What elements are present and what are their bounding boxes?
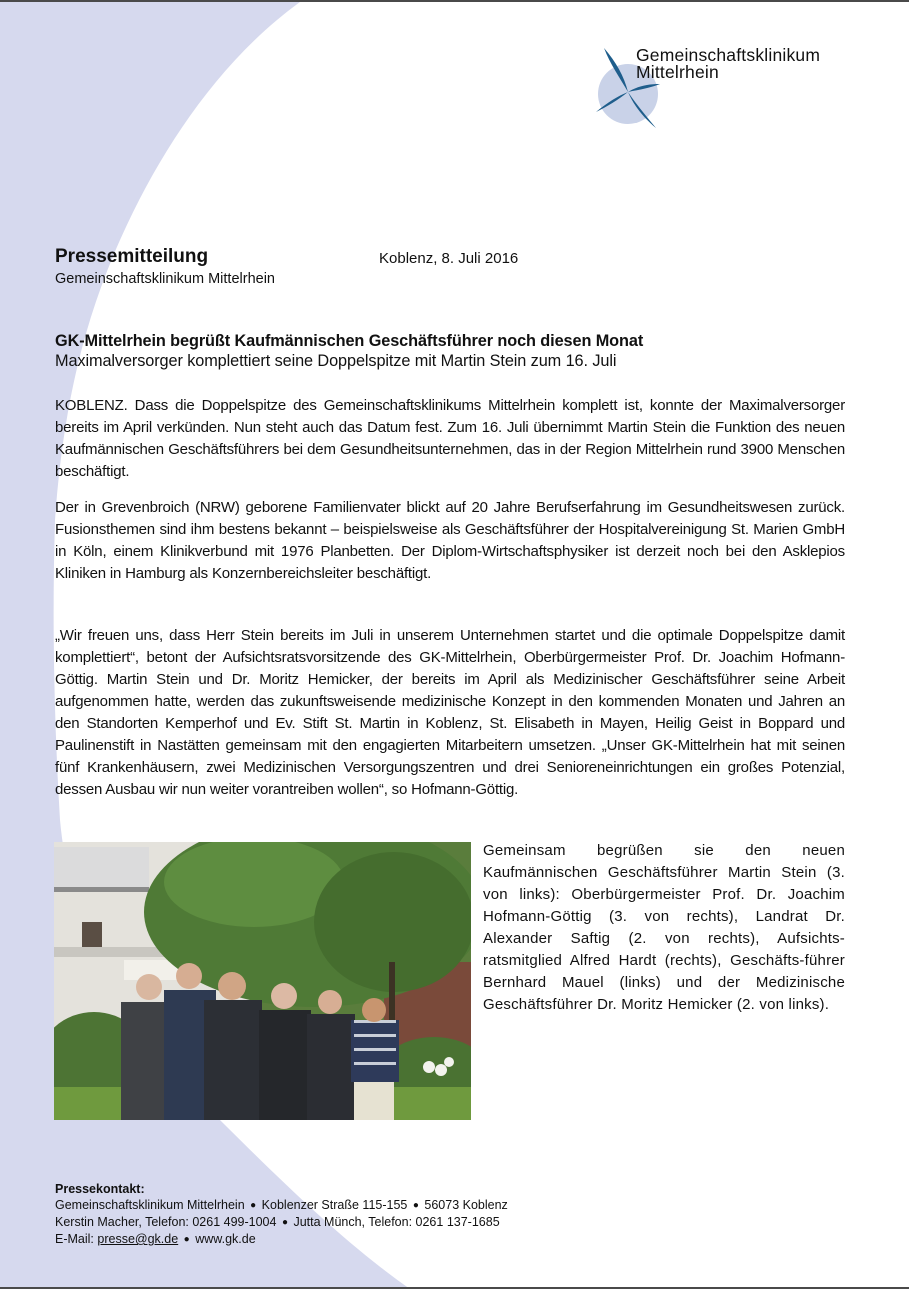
article-subheadline: Maximalversorger komplettiert seine Doppelspitze mit Martin Stein zum 16. Juli: [55, 352, 617, 370]
bullet-separator: ●: [183, 1234, 190, 1245]
logo: [594, 44, 844, 130]
email-label: E-Mail:: [55, 1232, 94, 1246]
contact-address-line: [55, 1197, 508, 1214]
contact-street: Koblenzer Straße 115-155: [261, 1198, 408, 1212]
page-title: Pressemitteilung: [55, 246, 209, 267]
contact-person-1: Kerstin Macher, Telefon: 0261 499-1004: [55, 1215, 277, 1229]
logo-text: [636, 47, 820, 81]
contact-org: Gemeinschaftsklinikum Mittelrhein: [55, 1198, 245, 1212]
press-contact: [55, 1181, 508, 1248]
email-link[interactable]: presse@gk.de: [97, 1232, 179, 1246]
group-photo-image: [54, 842, 471, 1120]
photo-caption: Gemeinsam begrüßen sie den neuen Kaufmännischen Geschäftsführer Martin Stein (3. von links): Oberbürgermeister Prof. Dr. Joachim Hofmann-Göttig (3. von rechts), Landrat Dr. Alexander Saftig (2. von rechts), Aufsichts-ratsmitglied Alfred Hardt (rechts), Geschäfts-führer Bernhard Mauel (links) und der Medizinische Geschäftsführer Dr. Moritz Hemicker (2. von links).: [483, 842, 845, 1013]
logo-line1: Gemeinschaftsklinikum: [636, 45, 821, 65]
bullet-separator: ●: [250, 1200, 257, 1211]
article-paragraph: Der in Grevenbroich (NRW) geborene Familienvater blickt auf 20 Jahre Berufserfahrung im Gesundheitswesen zurück. Fusionsthemen sind ihm bestens bekannt – beispielsweise als Geschäftsführer der Hospitalvereinigung St. Marien GmbH in Köln, einem Klinikverbund mit 1976 Planbetten. Der Diplom-Wirtschaftsphysiker ist derzeit noch bei den Asklepios Kliniken in Hamburg als Konzernbereichsleiter beschäftigt.: [55, 499, 845, 582]
logo-line2: Mittelrhein: [636, 62, 719, 82]
article-paragraph: KOBLENZ. Dass die Doppelspitze des Gemeinschaftsklinikums Mittelrhein komplett ist, konnte der Maximalversorger bereits im April verkünden. Nun steht auch das Datum fest. Zum 16. Juli übernimmt Martin Stein die Funktion des neuen Kaufmännischen Geschäftsführers bei dem Gesundheitsunternehmen, das in der Region Mittelrhein rund 3900 Menschen beschäftigt.: [55, 397, 845, 480]
contact-web-line: [55, 1231, 508, 1248]
contact-person-2: Jutta Münch, Telefon: 0261 137-1685: [293, 1215, 500, 1229]
article-headline: GK-Mittelrhein begrüßt Kaufmännischen Geschäftsführer noch diesen Monat: [55, 332, 644, 350]
release-date: Koblenz, 8. Juli 2016: [379, 250, 519, 267]
contact-phone-line: [55, 1214, 508, 1231]
contact-city: 56073 Koblenz: [424, 1198, 508, 1212]
group-photo: [54, 842, 471, 1120]
page-subtitle: Gemeinschaftsklinikum Mittelrhein: [55, 271, 275, 287]
bullet-separator: ●: [281, 1217, 288, 1228]
press-contact-label: Pressekontakt:: [55, 1182, 145, 1196]
website-link[interactable]: www.gk.de: [195, 1232, 256, 1246]
bullet-separator: ●: [412, 1200, 419, 1211]
article-paragraph: „Wir freuen uns, dass Herr Stein bereits im Juli in unserem Unternehmen startet und die optimale Doppelspitze damit komplettiert“, betont der Aufsichtsratsvorsitzende des GK-Mittelrhein, Oberbürgermeister Prof. Dr. Joachim Hofmann-Göttig. Martin Stein und Dr. Moritz Hemicker, der bereits im April als Medizinischer Geschäftsführer seine Arbeit aufgenommen hatte, werden das zukunftsweisende medizinische Konzept in den kommenden Monaten und Jahren an den Standorten Kemperhof und Ev. Stift St. Martin in Koblenz, St. Elisabeth in Mayen, Heilig Geist in Boppard und Paulinenstift in Nastätten gemeinsam mit den engagierten Mitarbeitern umsetzen. „Unser GK-Mittelrhein hat mit seinen fünf Krankenhäusern, zwei Medizinischen Versorgungszentren und drei Senioreneinrichtungen ein großes Potenzial, dessen Ausbau wir nun weiter vorantreiben wollen“, so Hofmann-Göttig.: [55, 627, 845, 798]
